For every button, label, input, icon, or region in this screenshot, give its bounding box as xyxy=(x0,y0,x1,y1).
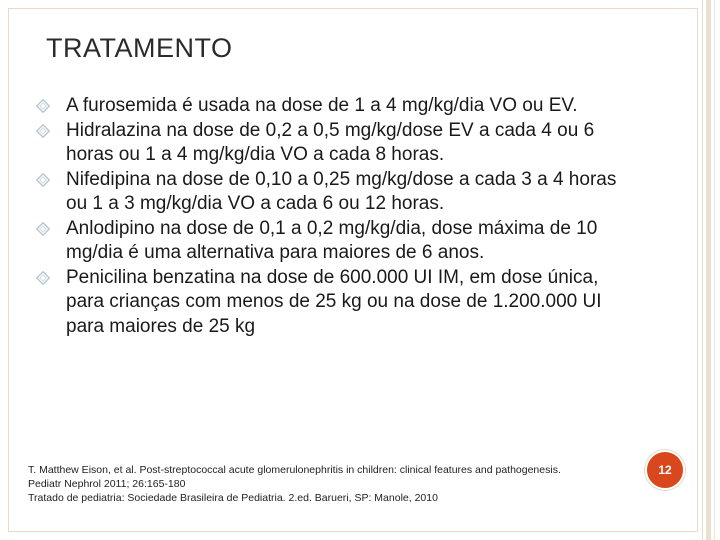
page-number-badge: 12 xyxy=(645,450,685,490)
bullet-text: Hidralazina na dose de 0,2 a 0,5 mg/kg/dose EV a cada 4 ou 6 horas ou 1 a 4 mg/kg/dia VO a cada 8 horas. xyxy=(66,119,595,165)
bullet-item xyxy=(36,168,636,217)
diamond-bullet-icon xyxy=(36,222,50,236)
references xyxy=(28,463,648,505)
bullet-text: Anlodipino na dose de 0,1 a 0,2 mg/kg/dia, dose máxima de 10 mg/dia é uma alternativa para maiores de 6 anos. xyxy=(66,217,598,263)
bullet-text: Penicilina benzatina na dose de 600.000 UI IM, em dose única, para crianças com menos de 25 kg ou na dose de 1.200.000 UI para maiores de 25 kg xyxy=(66,266,602,337)
bullet-text: Nifedipina na dose de 0,10 a 0,25 mg/kg/dose a cada 3 a 4 horas ou 1 a 3 mg/kg/dia VO a cada 6 ou 12 horas. xyxy=(66,168,617,214)
diamond-bullet-icon xyxy=(36,173,50,187)
diamond-bullet-icon xyxy=(36,124,50,138)
decorative-stripe xyxy=(702,0,703,540)
reference-line: Pediatr Nephrol 2011; 26:165-180 xyxy=(28,478,186,490)
slide-title: TRATAMENTO xyxy=(46,33,233,63)
bullet-item xyxy=(36,94,636,119)
bullet-item xyxy=(36,217,636,266)
bullet-item xyxy=(36,266,636,340)
reference-line: T. Matthew Eison, et al. Post-streptococcal acute glomerulonephritis in children: clinical features and pathogenesis. xyxy=(28,464,561,476)
reference-line: Tratado de pediatria: Sociedade Brasileira de Pediatria. 2.ed. Barueri, SP: Manole, 2010 xyxy=(28,492,438,504)
bullet-list xyxy=(36,94,636,339)
bullet-item xyxy=(36,119,636,168)
decorative-stripe xyxy=(706,0,711,540)
diamond-bullet-icon xyxy=(36,99,50,113)
decorative-stripe xyxy=(714,0,715,540)
diamond-bullet-icon xyxy=(36,271,50,285)
bullet-text: A furosemida é usada na dose de 1 a 4 mg/kg/dia VO ou EV. xyxy=(66,95,578,116)
